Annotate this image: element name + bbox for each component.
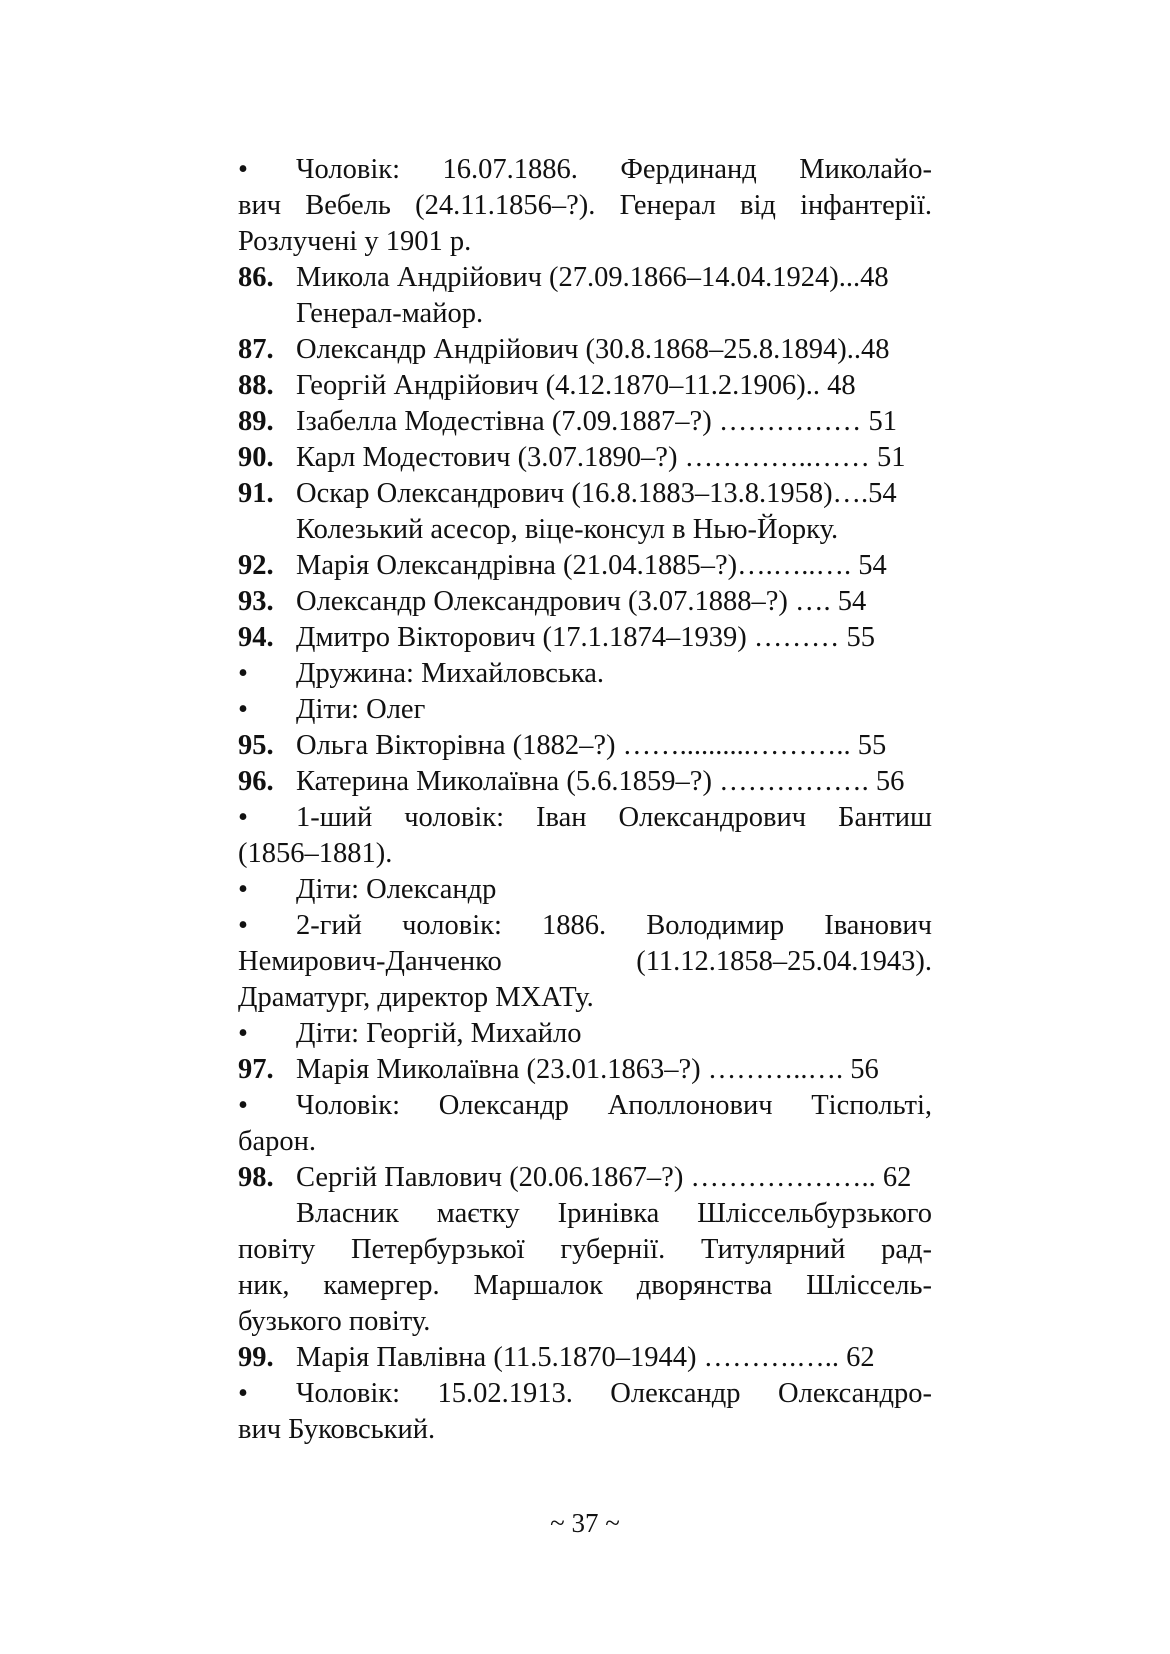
text-line [238,800,932,836]
entry-88 [238,368,932,404]
paragraph-line: Власник маєтку Іринівка Шліссельбурзького [296,1198,932,1229]
continuation-line: барон. [238,1126,317,1157]
text-line [238,1124,932,1160]
entry-number: 97. [238,1054,274,1085]
entry-note [238,296,932,332]
text-line [238,1232,932,1268]
text-line [238,1412,932,1448]
entry-number: 95. [238,730,274,761]
text-line [238,1304,932,1340]
children-line: Діти: Георгій, Михайло [296,1018,582,1049]
page-body [238,152,932,1448]
text-line [238,1268,932,1304]
entry-text: Олександр Андрійович (30.8.1868–25.8.1894)..48 [296,334,890,365]
entry-number: 96. [238,766,274,797]
continuation-line: вич Вебель (24.11.1856–?). Генерал від інфантерії. [238,190,932,221]
entry-text: Марія Миколаївна (23.01.1863–?) ………..…. 56 [296,1054,879,1085]
entry-number: 89. [238,406,274,437]
text-line [238,944,932,980]
entry-92 [238,548,932,584]
text-line [238,224,932,260]
entry-number: 86. [238,262,274,293]
entry-number: 92. [238,550,274,581]
spouse-line: 1-ший чоловік: Іван Олександрович Бантиш [296,802,932,833]
continuation-line: (1856–1881). [238,838,393,869]
bullet-icon: • [238,694,248,725]
entry-number: 87. [238,334,274,365]
bullet-icon: • [238,802,248,833]
spouse-line: Чоловік: 16.07.1886. Фердинанд Миколайо- [296,154,932,185]
entry-text: Олександр Олександрович (3.07.1888–?) …. 54 [296,586,867,617]
entry-number: 98. [238,1162,274,1193]
bullet-icon: • [238,154,248,185]
entry-text: Оскар Олександрович (16.8.1883–13.8.1958)….54 [296,478,897,509]
entry-number: 90. [238,442,274,473]
children-line: Діти: Олександр [296,874,497,905]
entry-89 [238,404,932,440]
text-line [238,872,932,908]
entry-text: Карл Модестович (3.07.1890–?) …………..…… 51 [296,442,906,473]
continuation-line: вич Буковський. [238,1414,436,1445]
bullet-icon: • [238,910,248,941]
entry-91 [238,476,932,512]
bullet-icon: • [238,1090,248,1121]
entry-note-text: Колезький асесор, віце-консул в Нью-Йорку. [296,514,839,545]
bullet-icon: • [238,1378,248,1409]
text-line [238,980,932,1016]
entry-text: Микола Андрійович (27.09.1866–14.04.1924)...48 [296,262,889,293]
spouse-line: Чоловік: 15.02.1913. Олександр Олександро- [296,1378,932,1409]
paragraph-line: ник, камергер. Маршалок дворянства Шліссель- [238,1270,932,1301]
spouse-line: Дружина: Михайловська. [296,658,605,689]
text-line [238,908,932,944]
entry-text: Ольга Вікторівна (1882–?) ……..........……….. 55 [296,730,887,761]
paragraph-line: бузького повіту. [238,1306,431,1337]
page-number: ~ 37 ~ [550,1508,620,1538]
bullet-icon: • [238,658,248,689]
bullet-icon: • [238,874,248,905]
text-line [238,656,932,692]
entry-98 [238,1160,932,1196]
entry-99 [238,1340,932,1376]
bullet-icon: • [238,1018,248,1049]
children-line: Діти: Олег [296,694,426,725]
entry-87 [238,332,932,368]
entry-text: Ізабелла Модестівна (7.09.1887–?) …………… 51 [296,406,897,437]
entry-95 [238,728,932,764]
entry-text: Катерина Миколаївна (5.6.1859–?) ……………. 56 [296,766,905,797]
entry-97 [238,1052,932,1088]
entry-number: 99. [238,1342,274,1373]
entry-86 [238,260,932,296]
spouse-line: 2-гий чоловік: 1886. Володимир Іванович [296,910,932,941]
text-line [238,1196,932,1232]
entry-number: 93. [238,586,274,617]
text-line [238,1088,932,1124]
spouse-line: Чоловік: Олександр Аполлонович Тіспольті, [296,1090,932,1121]
entry-text: Георгій Андрійович (4.12.1870–11.2.1906).. 48 [296,370,856,401]
text-line [238,692,932,728]
entry-text: Марія Олександрівна (21.04.1885–?)….…..…. 54 [296,550,887,581]
entry-note-text: Генерал-майор. [296,298,484,329]
text-line [238,1376,932,1412]
text-line [238,1016,932,1052]
entry-note [238,512,932,548]
paragraph-line: повіту Петербурзької губернії. Титулярний рад- [238,1234,932,1265]
text-line [238,836,932,872]
continuation-line: Розлучені у 1901 р. [238,226,472,257]
entry-93 [238,584,932,620]
entry-94 [238,620,932,656]
continuation-line: Драматург, директор МХАТу. [238,982,594,1013]
entry-number: 88. [238,370,274,401]
entry-96 [238,764,932,800]
entry-text: Дмитро Вікторович (17.1.1874–1939) ……… 55 [296,622,876,653]
entry-number: 94. [238,622,274,653]
entry-number: 91. [238,478,274,509]
continuation-line: Немирович-Данченко (11.12.1858–25.04.1943). [238,946,932,977]
entry-text: Марія Павлівна (11.5.1870–1944) ……….….. 62 [296,1342,875,1373]
text-line [238,188,932,224]
entry-90 [238,440,932,476]
entry-text: Сергій Павлович (20.06.1867–?) ……………….. 62 [296,1162,912,1193]
text-line [238,152,932,188]
